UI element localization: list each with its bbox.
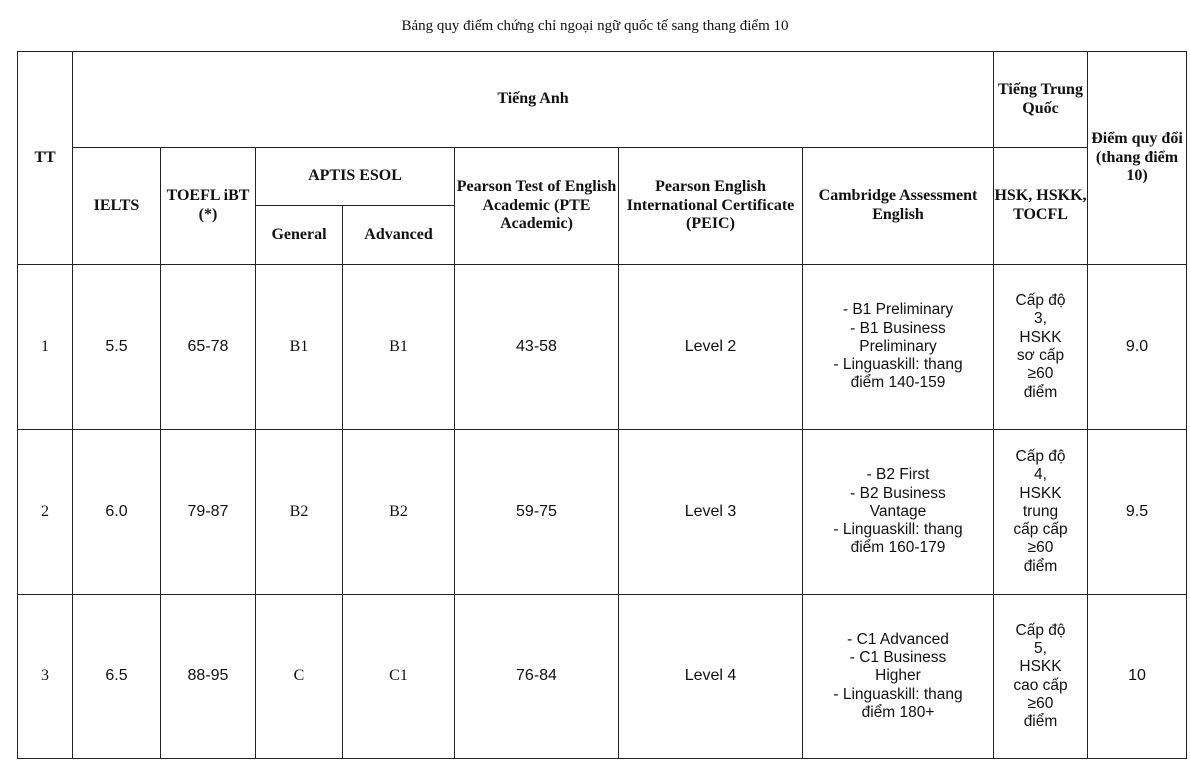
hsk-line: điểm (1023, 383, 1058, 401)
cell-score: 9.5 (1088, 430, 1187, 595)
header-cambridge: Cambridge Assessment English (803, 148, 994, 265)
header-toefl: TOEFL iBT (*) (161, 148, 256, 265)
cell-peic: Level 4 (619, 595, 803, 759)
cell-pte: 59-75 (455, 430, 619, 595)
header-aptis-advanced: Advanced (343, 206, 455, 265)
score-conversion-table (17, 51, 1187, 759)
cambridge-line: - C1 Advanced (847, 630, 949, 648)
header-aptis-general: General (256, 206, 343, 265)
hsk-line: HSKK (1019, 328, 1062, 346)
hsk-line: ≥60 (1027, 365, 1054, 383)
hsk-line: trung (1022, 502, 1059, 520)
cambridge-line: - B1 Business (850, 319, 946, 337)
cell-aptis-advanced: C1 (343, 595, 455, 759)
header-chinese: Tiếng Trung Quốc (994, 52, 1088, 148)
cell-toefl: 79-87 (161, 430, 256, 595)
cell-aptis-advanced: B1 (343, 265, 455, 430)
cell-cambridge (803, 430, 994, 595)
cell-toefl: 65-78 (161, 265, 256, 430)
hsk-line: sơ cấp (1016, 347, 1065, 364)
hsk-line: Cấp độ (1015, 621, 1066, 639)
cell-toefl: 88-95 (161, 595, 256, 759)
hsk-line: điểm (1023, 557, 1058, 575)
cambridge-line: điểm 140-159 (850, 374, 946, 392)
hsk-line: cấp cấp (1013, 521, 1068, 539)
table-caption: Bảng quy điểm chứng chỉ ngoại ngữ quốc tế sang thang điểm 10 (401, 18, 789, 34)
cell-aptis-advanced: B2 (343, 430, 455, 595)
hsk-line: 4, (1034, 466, 1047, 484)
cell-cambridge (803, 265, 994, 430)
cell-ielts: 5.5 (73, 265, 161, 430)
cell-peic: Level 2 (619, 265, 803, 430)
cell-ielts: 6.0 (73, 430, 161, 595)
header-converted-score: Điểm quy đổi (thang điểm 10) (1088, 52, 1187, 265)
cambridge-line: - C1 Business (849, 649, 947, 667)
table-row (18, 595, 1187, 759)
cambridge-line: - Linguaskill: thang (833, 521, 963, 539)
cambridge-line: Higher (875, 667, 921, 685)
cambridge-line: - Linguaskill: thang (833, 685, 963, 703)
hsk-line: HSKK (1019, 484, 1062, 502)
hsk-line: Cấp độ (1015, 292, 1066, 310)
hsk-line: 5, (1034, 639, 1047, 657)
cambridge-line: - B2 Business (850, 484, 946, 502)
cell-hsk (994, 430, 1088, 595)
cell-aptis-general: B2 (256, 430, 343, 595)
hsk-line: Cấp độ (1015, 448, 1066, 466)
header-ielts: IELTS (73, 148, 161, 265)
header-tt: TT (18, 52, 73, 265)
header-pte: Pearson Test of English Academic (PTE Academic) (455, 148, 619, 265)
hsk-line: điểm (1023, 713, 1058, 731)
cell-tt: 2 (18, 430, 73, 595)
header-english: Tiếng Anh (73, 52, 994, 148)
cell-peic: Level 3 (619, 430, 803, 595)
cambridge-line: - B1 Preliminary (842, 301, 954, 319)
cambridge-line: điểm 160-179 (850, 539, 946, 557)
cambridge-line: - Linguaskill: thang (833, 356, 963, 374)
cell-hsk (994, 265, 1088, 430)
cell-score: 10 (1088, 595, 1187, 759)
cell-aptis-general: B1 (256, 265, 343, 430)
cambridge-line: - B2 First (866, 466, 930, 484)
header-peic: Pearson English International Certificate (PEIC) (619, 148, 803, 265)
hsk-line: ≥60 (1027, 539, 1054, 557)
table-row (18, 430, 1187, 595)
cambridge-line: Preliminary (859, 337, 937, 355)
cell-pte: 43-58 (455, 265, 619, 430)
header-aptis: APTIS ESOL (256, 148, 455, 206)
cambridge-line: điểm 180+ (861, 703, 935, 721)
hsk-line: cao cấp (1013, 676, 1068, 694)
cell-score: 9.0 (1088, 265, 1187, 430)
hsk-line: ≥60 (1027, 694, 1054, 712)
cell-cambridge (803, 595, 994, 759)
cell-aptis-general: C (256, 595, 343, 759)
cell-pte: 76-84 (455, 595, 619, 759)
cell-ielts: 6.5 (73, 595, 161, 759)
cell-tt: 3 (18, 595, 73, 759)
cell-tt: 1 (18, 265, 73, 430)
hsk-line: 3, (1034, 310, 1047, 328)
header-hsk: HSK, HSKK, TOCFL (994, 148, 1088, 265)
table-row (18, 265, 1187, 430)
cambridge-line: Vantage (869, 502, 927, 520)
hsk-line: HSKK (1019, 658, 1062, 676)
cell-hsk (994, 595, 1088, 759)
